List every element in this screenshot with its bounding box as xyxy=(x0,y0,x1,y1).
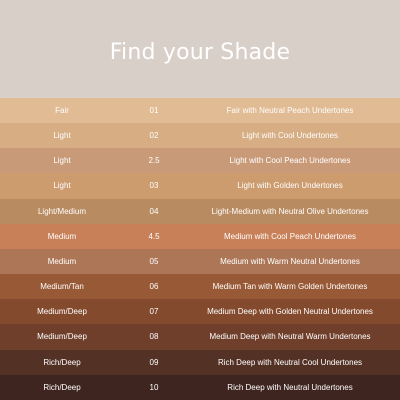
shade-row xyxy=(0,199,400,224)
shade-description: Medium Deep with Golden Neutral Undertones xyxy=(207,307,373,317)
shade-depth: Light xyxy=(53,156,71,166)
shade-row xyxy=(0,274,400,299)
shade-row xyxy=(0,324,400,349)
shade-code: 08 xyxy=(149,332,159,342)
shade-code: 02 xyxy=(149,131,159,141)
shade-description: Rich Deep with Neutral Undertones xyxy=(227,382,353,392)
header-panel xyxy=(0,0,400,98)
shade-code: 10 xyxy=(149,382,159,392)
shade-code: 09 xyxy=(149,357,159,367)
shade-depth: Rich/Deep xyxy=(43,357,81,367)
shade-code: 4.5 xyxy=(148,231,160,241)
shade-depth: Medium xyxy=(47,231,77,241)
shade-row xyxy=(0,299,400,324)
shade-row xyxy=(0,249,400,274)
shade-code: 05 xyxy=(149,256,159,266)
shade-description: Light with Cool Undertones xyxy=(241,131,339,141)
shade-row xyxy=(0,173,400,198)
shade-description: Medium with Warm Neutral Undertones xyxy=(220,256,360,266)
shade-description: Rich Deep with Neutral Cool Undertones xyxy=(217,357,363,367)
shade-row xyxy=(0,350,400,375)
shade-row xyxy=(0,375,400,400)
shade-description: Medium with Cool Peach Undertones xyxy=(223,231,357,241)
shade-description: Light with Golden Undertones xyxy=(237,181,343,191)
shade-code: 04 xyxy=(149,206,159,216)
shade-code: 01 xyxy=(149,106,159,115)
shade-description: Light with Cool Peach Undertones xyxy=(229,156,351,166)
shade-description: Medium Deep with Neutral Warm Undertones xyxy=(209,332,371,342)
shade-depth: Medium/Deep xyxy=(37,332,87,342)
shade-description: Medium Tan with Warm Golden Undertones xyxy=(212,282,368,292)
page-title: Find your Shade xyxy=(109,40,291,65)
shade-depth: Light xyxy=(53,181,71,191)
shade-depth: Rich/Deep xyxy=(43,382,81,392)
shade-depth: Light/Medium xyxy=(37,206,87,216)
shade-depth: Medium/Tan xyxy=(40,282,84,292)
shade-code: 03 xyxy=(149,181,159,191)
shade-depth: Fair xyxy=(55,106,69,115)
shade-depth: Medium/Deep xyxy=(37,307,87,317)
shade-list xyxy=(0,98,400,400)
shade-depth: Light xyxy=(53,131,71,141)
shade-code: 06 xyxy=(149,282,159,292)
shade-row xyxy=(0,123,400,148)
shade-description: Fair with Neutral Peach Undertones xyxy=(226,106,354,115)
shade-row xyxy=(0,224,400,249)
shade-row xyxy=(0,148,400,173)
shade-code: 2.5 xyxy=(148,156,160,166)
shade-code: 07 xyxy=(149,307,159,317)
shade-depth: Medium xyxy=(47,256,77,266)
shade-row xyxy=(0,98,400,123)
shade-description: Light-Medium with Neutral Olive Undertones xyxy=(211,206,369,216)
